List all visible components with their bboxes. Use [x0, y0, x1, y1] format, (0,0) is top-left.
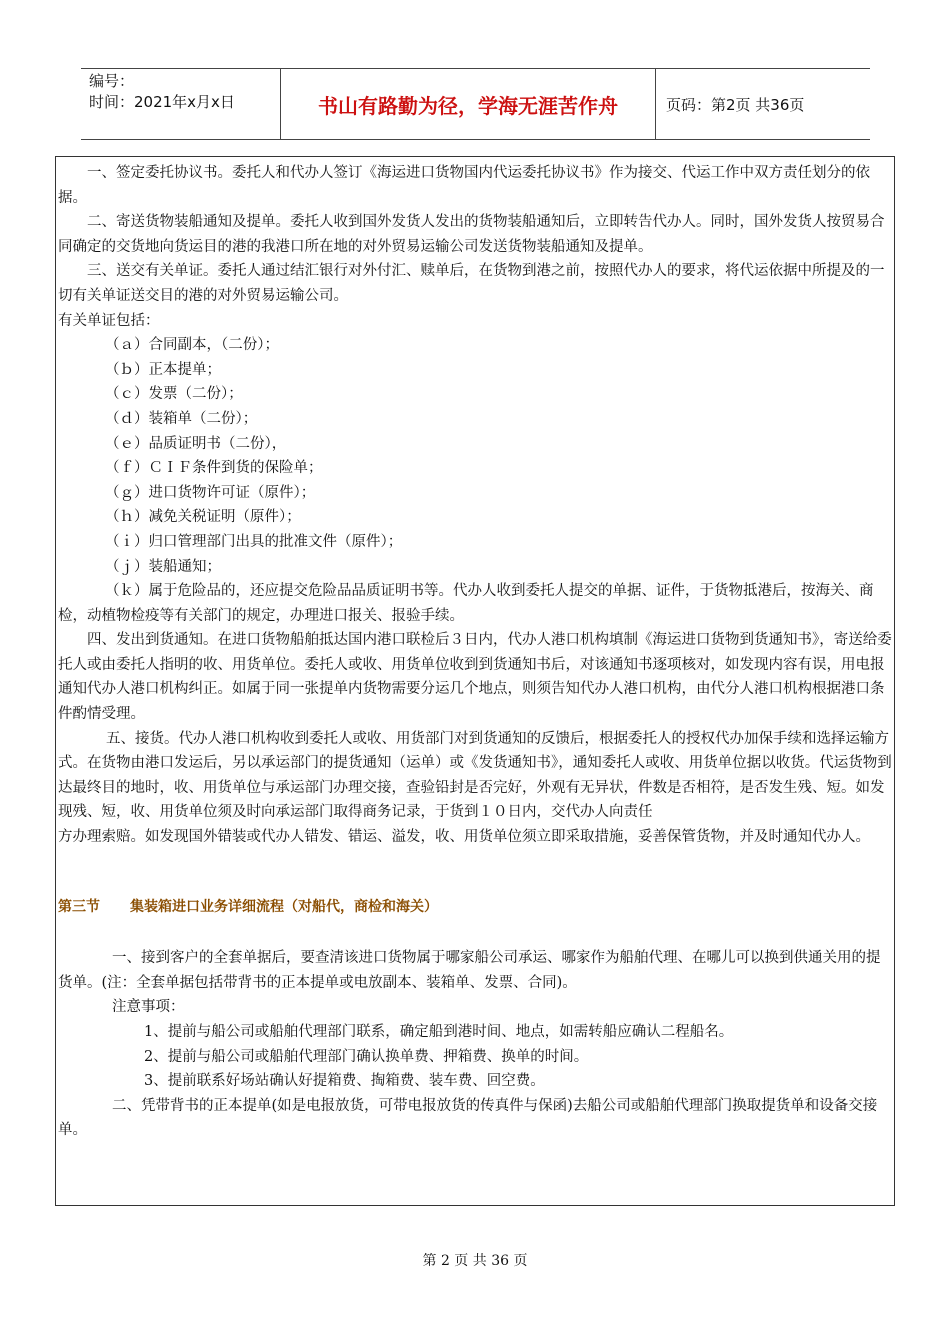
section-heading [58, 895, 892, 920]
list-item: （ｄ）装箱单（二份）； [105, 410, 258, 427]
notes-label: 注意事项： [112, 999, 185, 1016]
list-item: （ａ）合同副本，（二份）； [105, 337, 279, 354]
paragraph-shipping-notice: 二、寄送货物装船通知及提单。委托人收到国外发货人发出的货物装船通知后，立即转告代办人。同时，国外发货人按贸易合同确定的交货地向货运目的港的我港口所在地的对外贸易运输公司发送货物装船通知及提单。 [58, 214, 885, 255]
documents-list-heading: 有关单证包括： [58, 312, 160, 329]
spacer [58, 850, 892, 895]
list-item: （ｃ）发票（二份）； [105, 386, 243, 403]
paragraph-receive-documents: 一、接到客户的全套单据后，要查清该进口货物属于哪家船公司承运、哪家作为船舶代理、在哪儿可以换到供通关用的提货单。(注：全套单据包括带背书的正本提单或电放副本、装箱单、发票、合同)。 [58, 950, 881, 991]
note-item: 3、提前联系好场站确认好提箱费、掏箱费、装车费、回空费。 [144, 1073, 545, 1090]
header-meta [81, 69, 281, 139]
list-item: （ｅ）品质证明书（二份）， [105, 435, 287, 452]
paragraph-documents: 三、送交有关单证。委托人通过结汇银行对外付汇、赎单后，在货物到港之前，按照代办人的要求，将代运依据中所提及的一切有关单证送交目的港的对外贸易运输公司。 [58, 263, 885, 304]
section-number: 第三节 [58, 898, 100, 915]
list-item-dangerous-goods: （ｋ）属于危险品的，还应提交危险品品质证明书等。代办人收到委托人提交的单据、证件，于货物抵港后，按海关、商检，动植物检疫等有关部门的规定，办理进口报关、报验手续。 [58, 583, 874, 624]
content-box [55, 156, 895, 1206]
list-item: （ｇ）进口货物许可证（原件）； [105, 484, 316, 501]
list-item: （ｂ）正本提单； [105, 361, 221, 378]
spacer [58, 919, 892, 946]
list-item: （ｊ）装船通知； [105, 558, 221, 575]
note-item: 2、提前与船公司或船舶代理部门确认换单费、押箱费、换单的时间。 [144, 1048, 589, 1065]
list-item: （ｉ）归口管理部门出具的批准文件（原件）； [105, 533, 403, 550]
list-item: （ｆ）ＣＩＦ条件到货的保险单； [105, 460, 323, 477]
section-title: 集装箱进口业务详细流程（对船代，商检和海关） [130, 898, 438, 915]
list-item: （ｈ）减免关税证明（原件）； [105, 509, 301, 526]
document-time-label: 时间：2021年x月x日 [89, 93, 235, 111]
paragraph-agreement: 一、签定委托协议书。委托人和代办人签订《海运进口货物国内代运委托协议书》作为接交、代运工作中双方责任划分的依据。 [58, 165, 870, 206]
note-item: 1、提前与船公司或船舶代理部门联系，确定船到港时间、地点，如需转船应确认二程船名。 [144, 1024, 734, 1040]
document-number-label: 编号： [89, 72, 135, 90]
page-footer: 第 2 页 共 36 页 [422, 1253, 528, 1269]
paragraph-exchange-bill: 二、凭带背书的正本提单(如是电报放货，可带电报放货的传真件与保函)去船公司或船舶代理部门换取提货单和设备交接单。 [58, 1097, 878, 1139]
header-page-number: 页码：第2页 共36页 [666, 95, 805, 114]
header-motto: 书山有路勤为径，学海无涯苦作舟 [281, 69, 656, 139]
paragraph-arrival-notice: 四、发出到货通知。在进口货物船舶抵达国内港口联检后３日内，代办人港口机构填制《海运进口货物到货通知书》，寄送给委托人或由委托人指明的收、用货单位。委托人或收、用货单位收到到货通知书后，对该通知书逐项核对，如发现内容有误，用电报通知代办人港口机构纠正。如属于同一张提单内货物需要分运几个地点，则须告知代办人港口机构，由代分人港口机构根据港口条件酌情受理。 [58, 632, 892, 723]
paragraph-claims: 方办理索赔。如发现国外错装或代办人错发、错运、溢发，收、用货单位须立即采取措施，妥善保管货物，并及时通知代办人。 [58, 829, 870, 846]
paragraph-receiving: 五、接货。代办人港口机构收到委托人或收、用货部门对到货通知的反馈后，根据委托人的授权代办加保手续和选择运输方式。在货物由港口发运后，另以承运部门的提货通知（运单）或《发货通知书》，通知委托人或收、用货单位据以收货。代运货物到达最终目的地时，收、用货单位与承运部门办理交接，查验铅封是否完好，外观有无异状，件数是否相符，是否发生残、短。如发现残、短，收、用货单位须及时向承运部门取得商务记录，于货到１０日内，交代办人向责任 [58, 730, 892, 821]
page-header [81, 68, 870, 140]
